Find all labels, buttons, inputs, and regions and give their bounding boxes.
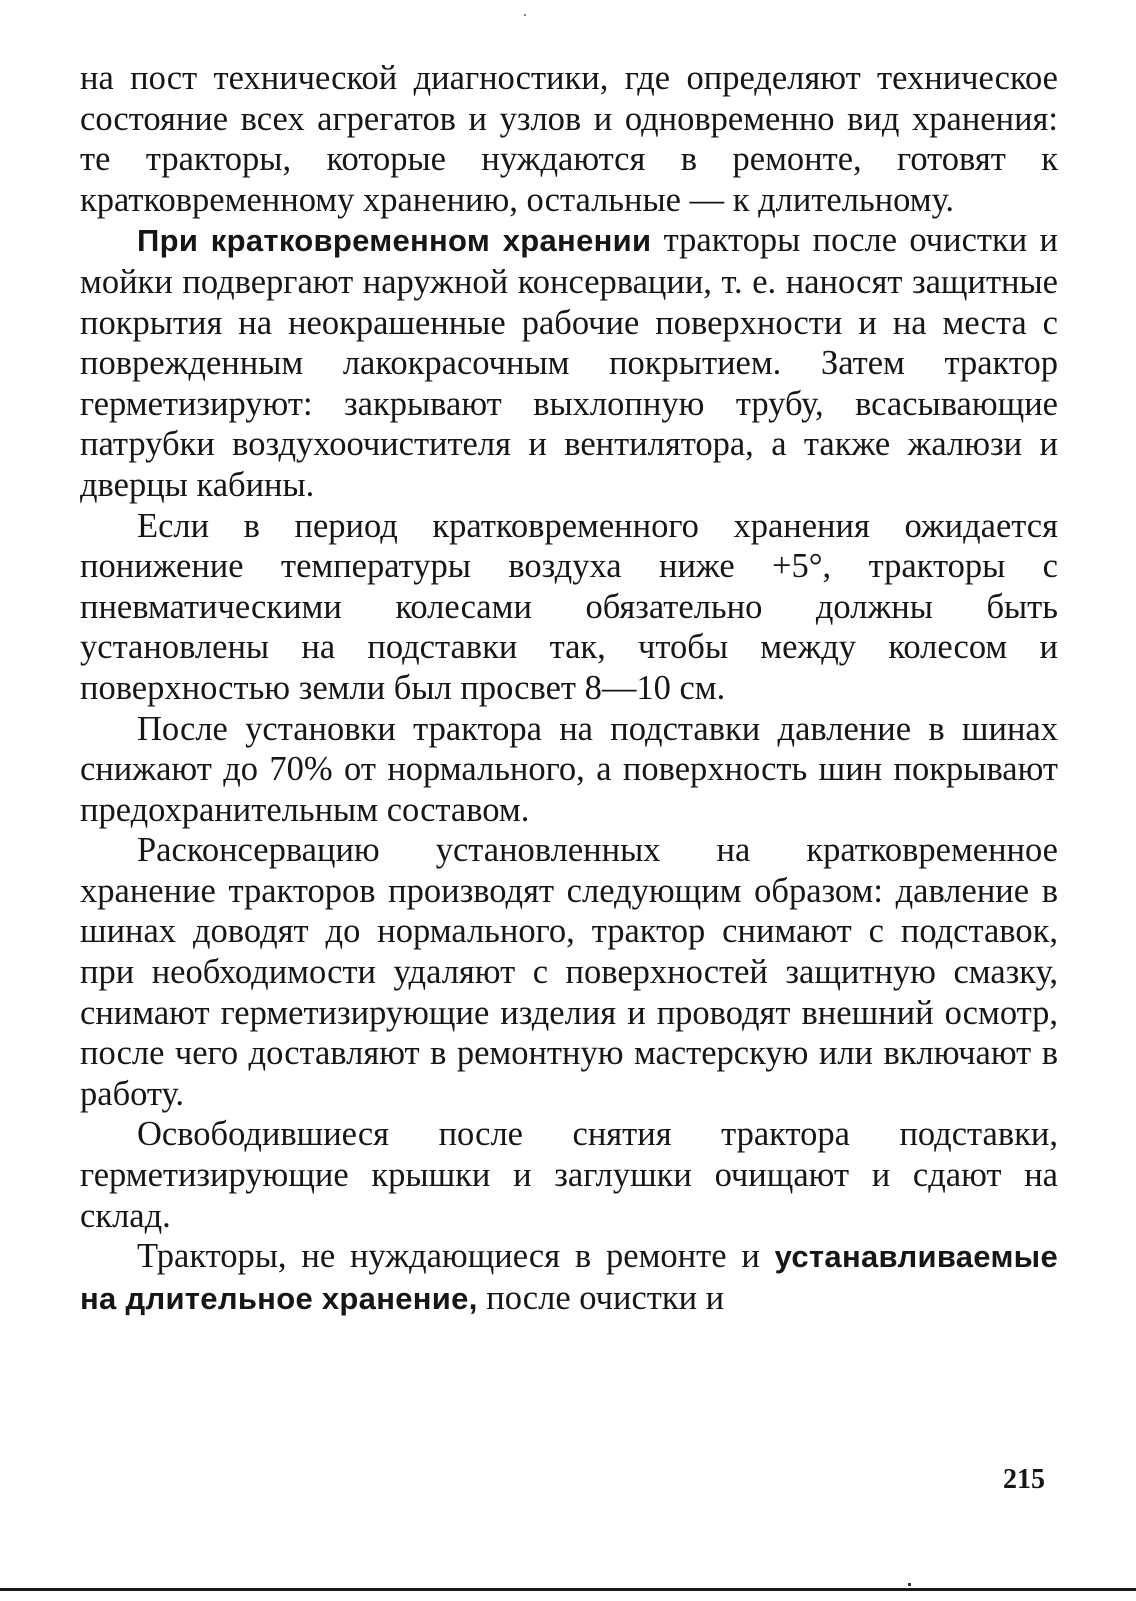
paragraph-2-heading: При кратковременном хранении — [137, 223, 652, 259]
paragraph-1 — [80, 58, 1058, 220]
paragraph-7-text-start: Тракторы, не нуждающиеся в ремонте и — [137, 1237, 775, 1276]
paragraph-6 — [80, 1114, 1058, 1236]
paragraph-2 — [80, 220, 1058, 505]
paragraph-1-text: на пост технической диагностики, где определяют техническое состояние всех агрегатов и узлов и одновременно вид хранения: те тракторы, которые нуждаются в ремонте, готовят к кратковременному хранению, остальные — к длительному. — [80, 59, 1058, 219]
scan-bottom-edge — [0, 1588, 1136, 1591]
paragraph-6-text: Освободившиеся после снятия трактора подставки, герметизирующие крышки и заглушки очищают и сдают на склад. — [80, 1115, 1058, 1235]
paragraph-3-text: Если в период кратковременного хранения ожидается понижение температуры воздуха ниже +5°, тракторы с пневматическими колесами обязательно должны быть установлены на подставки так, чтобы между колесом и поверхностью земли был просвет 8—10 см. — [80, 506, 1058, 707]
page-number: 215 — [1003, 1464, 1045, 1495]
paragraph-5 — [80, 830, 1058, 1114]
paragraph-4 — [80, 709, 1058, 831]
paragraph-5-text: Расконсервацию установленных на кратковременное хранение тракторов производят следующим образом: давление в шинах доводят до нормального, трактор снимают с подставок, при необходимости удаляют с поверхностей защитную смазку, снимают герметизирующие изделия и проводят внешний осмотр, после чего доставляют в ремонтную мастерскую или включают в работу. — [80, 831, 1058, 1113]
page-body — [80, 58, 1058, 1319]
paragraph-7 — [80, 1236, 1058, 1319]
scan-speck-top — [524, 14, 526, 16]
paragraph-7-text-end: после очистки и — [477, 1278, 725, 1317]
paragraph-4-text: После установки трактора на подставки давление в шинах снижают до 70% от нормального, а поверхность шин покрывают предохранительным составом. — [80, 709, 1058, 829]
paragraph-2-text: тракторы после очистки и мойки подвергают наружной консервации, т. е. наносят защитные покрытия на неокрашенные рабочие поверхности и на места с поврежденным лакокрасочным покрытием. Затем трактор герметизируют: закрывают выхлопную трубу, всасывающие патрубки воздухоочистителя и вентилятора, а также жалюзи и дверцы кабины. — [80, 221, 1058, 504]
paragraph-3 — [80, 506, 1058, 709]
scan-speck-bottom — [908, 1583, 911, 1586]
paragraph-7-heading: устанавливаемые на длительное хранение, — [80, 1239, 1058, 1316]
